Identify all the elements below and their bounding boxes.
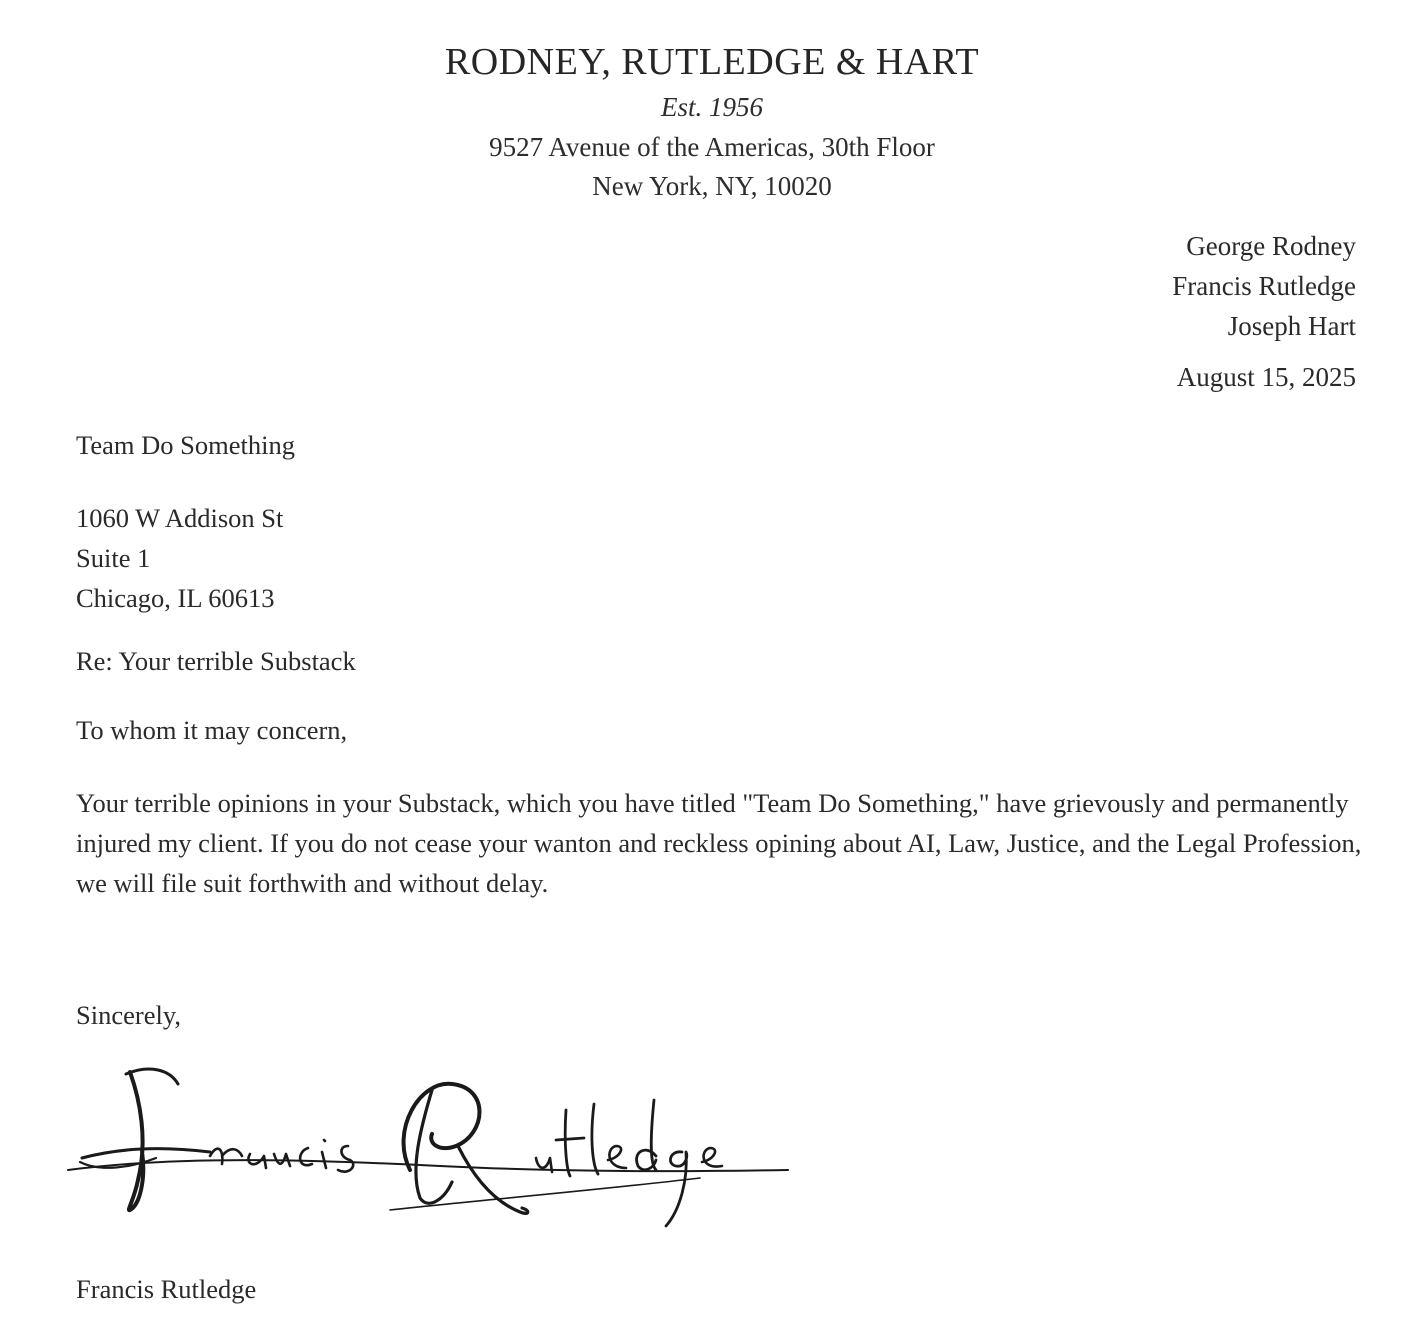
address-line: 1060 W Addison St xyxy=(76,503,284,533)
partner-name: Francis Rutledge xyxy=(1172,271,1356,301)
recipient-name: Team Do Something xyxy=(76,430,295,460)
firm-name: RODNEY, RUTLEDGE & HART xyxy=(444,41,980,83)
address-line: Chicago, IL 60613 xyxy=(76,583,275,613)
closing: Sincerely, xyxy=(76,1000,181,1030)
subject-line: Re: Your terrible Substack xyxy=(76,646,356,676)
firm-established: Est. 1956 xyxy=(660,92,763,122)
body-paragraph: Your terrible opinions in your Substack, which you have titled "Team Do Something," have grievously and permanently injured my client. If you do not cease your wanton and reckless opining about AI, Law, Justice, and the Legal Profession, we will file suit forthwith and without delay. xyxy=(76,788,1362,898)
salutation: To whom it may concern, xyxy=(76,715,348,745)
address-line: Suite 1 xyxy=(76,543,151,573)
firm-address-line1: 9527 Avenue of the Americas, 30th Floor xyxy=(489,132,935,162)
letter-date: August 15, 2025 xyxy=(1176,362,1356,392)
signer-name: Francis Rutledge xyxy=(76,1274,257,1304)
handwritten-signature xyxy=(60,1060,800,1240)
partner-name: George Rodney xyxy=(1186,231,1356,261)
recipient-address xyxy=(76,498,283,618)
partners-list xyxy=(1172,226,1356,346)
firm-address-line2: New York, NY, 10020 xyxy=(592,171,832,201)
partner-name: Joseph Hart xyxy=(1227,311,1356,341)
